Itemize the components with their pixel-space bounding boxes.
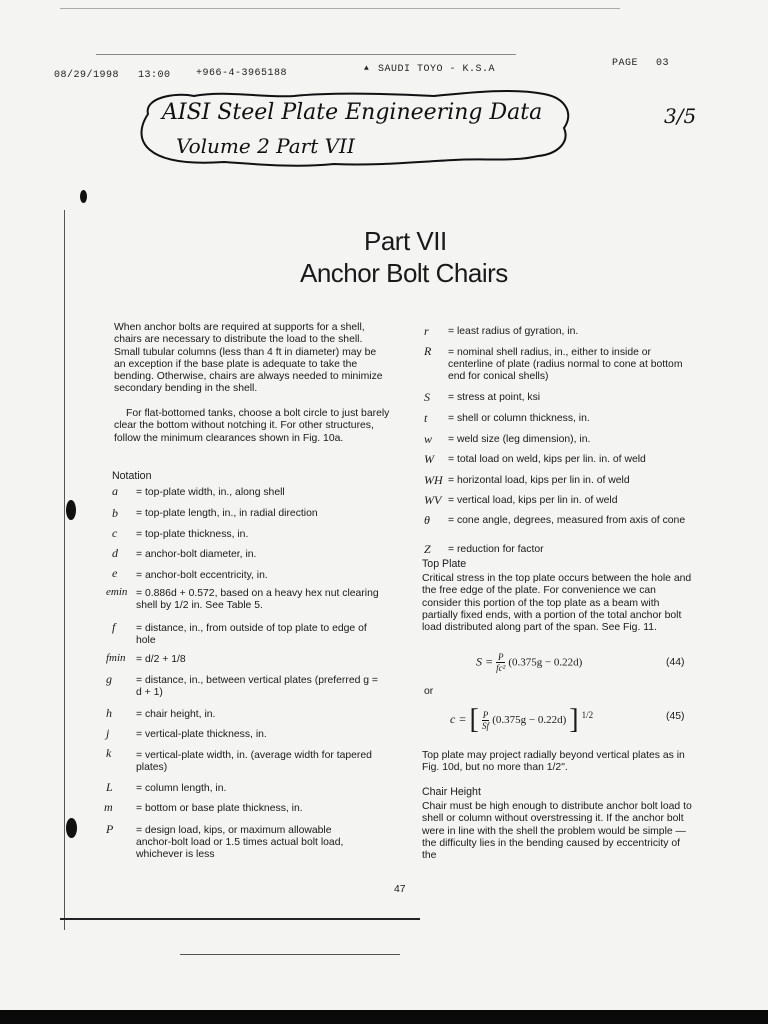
notation-definition: = cone angle, degrees, measured from axis of cone: [448, 515, 686, 526]
equation-45-rhs: (0.375g − 0.22d): [492, 713, 567, 726]
binder-hole-1: [66, 500, 76, 520]
notation-symbol: k: [106, 746, 112, 760]
notation-symbol: h: [106, 706, 112, 720]
handwritten-cloud-outline: [134, 84, 582, 176]
chair-height-text: Chair must be high enough to distribute anchor bolt load to shell or column without overstressing it. If the anchor bolt were in line with the shell the problem would be simple — the difficulty lies in the bending caused by eccentricity of the: [422, 801, 692, 862]
notation-definition: = anchor-bolt eccentricity, in.: [136, 570, 268, 581]
notation-definition: = weld size (leg dimension), in.: [448, 434, 591, 445]
equation-44-denominator: fc²: [496, 663, 506, 673]
notation-symbol: f: [112, 620, 116, 634]
handwritten-page-fraction: 3/5: [664, 104, 697, 128]
equation-45-bracket-open: [: [469, 704, 479, 735]
page-number: 47: [394, 884, 406, 895]
equation-44-label: (44): [666, 657, 685, 668]
notation-definition: = total load on weld, kips per lin. in. of weld: [448, 454, 646, 465]
intro-paragraph-2: For flat-bottomed tanks, choose a bolt circle to just barely clear the bottom without notching it. For other structures, follow the minimum clearances shown in Fig. 10a.: [114, 408, 390, 444]
notation-definition: = top-plate length, in., in radial direction: [136, 508, 318, 519]
bottom-scan-line-1: [60, 918, 420, 920]
page-title: Anchor Bolt Chairs: [300, 258, 508, 288]
top-plate-text: Critical stress in the top plate occurs between the hole and the free edge of the plate. For convenience we can consider this portion of the top plate as a beam with partially fixed ends, with a portion of the total anchor bolt load distributed along part of the span. See Fig. 11.: [422, 573, 692, 634]
top-plate-heading: Top Plate: [422, 558, 467, 570]
notation-symbol: Z: [424, 542, 431, 556]
fax-header-rule: [96, 54, 516, 55]
notation-definition: = stress at point, ksi: [448, 392, 541, 403]
notation-heading: Notation: [112, 470, 152, 482]
notation-symbol: w: [424, 432, 433, 446]
top-plate-note: Top plate may project radially beyond vertical plates as in Fig. 10d, but no more than 1/2".: [422, 750, 685, 774]
equation-44-numerator: P: [497, 652, 504, 662]
equation-45-numerator: P: [482, 709, 489, 720]
fax-page-number: 03: [656, 58, 670, 69]
chair-height-heading: Chair Height: [422, 786, 481, 798]
binder-hole-2: [66, 818, 77, 838]
equation-45-label: (45): [666, 711, 685, 722]
notation-definition: = shell or column thickness, in.: [448, 413, 590, 424]
notation-symbol: g: [106, 672, 112, 686]
equation-45-exponent: 1/2: [581, 709, 594, 720]
equation-45-fraction: [482, 710, 490, 731]
notation-symbol: θ: [424, 513, 430, 527]
notation-symbol: d: [112, 546, 118, 560]
equation-44-fraction: [496, 652, 505, 673]
notation-symbol: WH: [424, 473, 443, 487]
notation-definition: = horizontal load, kips per lin in. of weld: [448, 475, 630, 486]
notation-symbol: emin: [106, 586, 128, 598]
notation-definition: = distance, in., between vertical plates (preferred g = d + 1): [136, 675, 379, 698]
notation-symbol: m: [104, 800, 113, 814]
top-scan-line: [60, 8, 620, 9]
notation-symbol: c: [112, 526, 118, 540]
left-margin-line: [64, 210, 65, 930]
bottom-scan-line-2: [180, 954, 400, 955]
notation-definition: = column length, in.: [136, 783, 227, 794]
equation-45: [450, 704, 593, 736]
notation-symbol: b: [112, 506, 118, 520]
notation-symbol: r: [424, 324, 429, 338]
notation-definition: = top-plate width, in., along shell: [136, 487, 285, 498]
bottom-black-border: [0, 1010, 768, 1024]
notation-definition: = top-plate thickness, in.: [136, 529, 249, 540]
handwritten-title: AISI Steel Plate Engineering Data: [162, 100, 543, 125]
intro-paragraph-1: When anchor bolts are required at supports for a shell, chairs are necessary to distribute the load to the shell. Small tubular columns (less than 4 ft in diameter) may be an exception if the base plate is adequate to take the bending. Otherwise, chairs are always needed to minimize secondary bending in the shell.: [114, 322, 383, 395]
notation-symbol: t: [424, 411, 428, 425]
equation-44-rhs: (0.375g − 0.22d): [508, 656, 583, 669]
notation-definition: = d/2 + 1/8: [136, 654, 186, 665]
equation-44: [476, 652, 582, 673]
notation-definition: = least radius of gyration, in.: [448, 326, 579, 337]
notation-symbol: W: [424, 452, 434, 466]
notation-definition: = nominal shell radius, in., either to inside or centerline of plate (radius normal to cone at bottom end for conical shells): [448, 347, 683, 382]
equation-or: or: [424, 686, 434, 697]
notation-symbol: e: [112, 566, 118, 580]
fax-sender-marker: ▲: [364, 64, 370, 73]
notation-symbol: WV: [424, 493, 442, 507]
notation-symbol: fmin: [106, 652, 126, 664]
notation-symbol: P: [106, 822, 114, 836]
notation-symbol: j: [106, 726, 110, 740]
notation-definition: = 0.886d + 0.572, based on a heavy hex nut clearing shell by 1/2 in. See Table 5.: [136, 588, 379, 611]
notation-definition: = vertical load, kips per lin in. of weld: [448, 495, 618, 506]
fax-sender: SAUDI TOYO - K.S.A: [378, 64, 496, 75]
notation-definition: = reduction for factor: [448, 544, 544, 555]
notation-definition: = anchor-bolt diameter, in.: [136, 549, 257, 560]
part-number: Part VII: [364, 226, 447, 256]
scan-mark: [80, 190, 87, 203]
notation-definition: = vertical-plate thickness, in.: [136, 729, 267, 740]
notation-symbol: L: [106, 780, 113, 794]
notation-definition: = chair height, in.: [136, 709, 216, 720]
notation-definition: = design load, kips, or maximum allowable anchor-bolt load or 1.5 times actual bolt load, whichever is less: [136, 825, 344, 860]
fax-date: 08/29/1998: [54, 70, 120, 81]
fax-page-label: PAGE: [612, 58, 639, 69]
handwritten-volume: Volume 2 Part VII: [176, 134, 355, 158]
equation-45-bracket-close: ]: [569, 704, 579, 735]
notation-symbol: a: [112, 484, 118, 498]
equation-45-lhs: c =: [450, 711, 467, 726]
notation-definition: = distance, in., from outside of top plate to edge of hole: [136, 623, 367, 646]
equation-44-lhs: S =: [476, 654, 494, 669]
notation-definition: = bottom or base plate thickness, in.: [136, 803, 303, 814]
notation-symbol: R: [424, 344, 432, 358]
fax-phone: +966-4-3965188: [196, 68, 288, 79]
equation-45-denominator: Sf: [482, 720, 490, 731]
fax-time: 13:00: [138, 70, 171, 81]
notation-definition: = vertical-plate width, in. (average width for tapered plates): [136, 750, 372, 773]
notation-symbol: S: [424, 390, 430, 404]
